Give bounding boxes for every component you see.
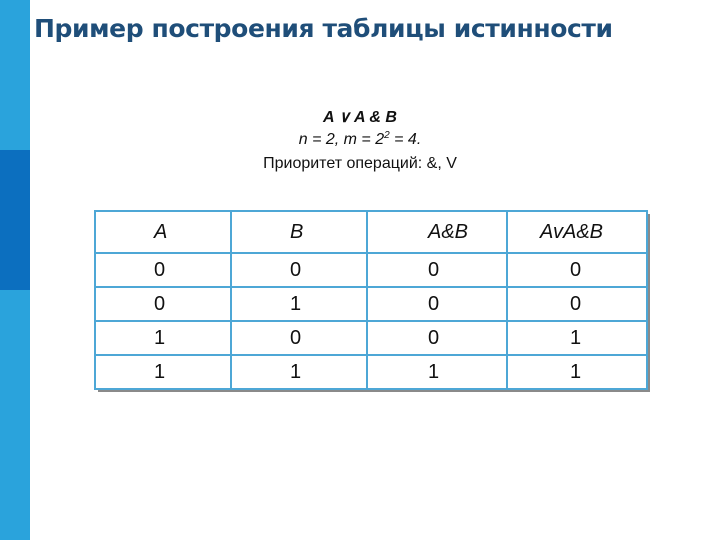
table-cell: 0	[507, 253, 647, 287]
table-cell: 1	[507, 355, 647, 389]
header-a-or-a-and-b: AvA&B	[507, 211, 647, 253]
truth-table-container	[94, 210, 646, 388]
table-cell: 1	[95, 355, 231, 389]
table-cell: 0	[231, 321, 367, 355]
table-row	[95, 355, 647, 389]
table-cell: 0	[367, 321, 507, 355]
table-header-row	[95, 211, 647, 253]
table-row	[95, 287, 647, 321]
table-cell: 0	[367, 287, 507, 321]
table-cell: 0	[231, 253, 367, 287]
formula-exponent: 2	[384, 130, 390, 141]
table-cell: 1	[507, 321, 647, 355]
table-cell: 1	[231, 355, 367, 389]
header-a-and-b: A&B	[367, 211, 507, 253]
header-b: B	[231, 211, 367, 253]
table-cell: 0	[95, 253, 231, 287]
table-cell: 0	[95, 287, 231, 321]
operation-priority: Приоритет операций: &, V	[263, 155, 457, 172]
table-cell: 0	[507, 287, 647, 321]
table-cell: 0	[367, 253, 507, 287]
table-cell: 1	[367, 355, 507, 389]
slide-title: Пример построения таблицы истинности	[34, 14, 613, 43]
table-cell: 1	[231, 287, 367, 321]
truth-table	[94, 210, 648, 390]
formula-parameters-text: n = 2, m = 2	[298, 131, 385, 148]
table-row	[95, 253, 647, 287]
formula-expression: A ∨ A & B	[323, 109, 397, 126]
formula-parameters	[0, 130, 720, 149]
table-cell: 1	[95, 321, 231, 355]
header-a: A	[95, 211, 231, 253]
formula-parameters-result: = 4.	[389, 131, 422, 148]
table-row	[95, 321, 647, 355]
